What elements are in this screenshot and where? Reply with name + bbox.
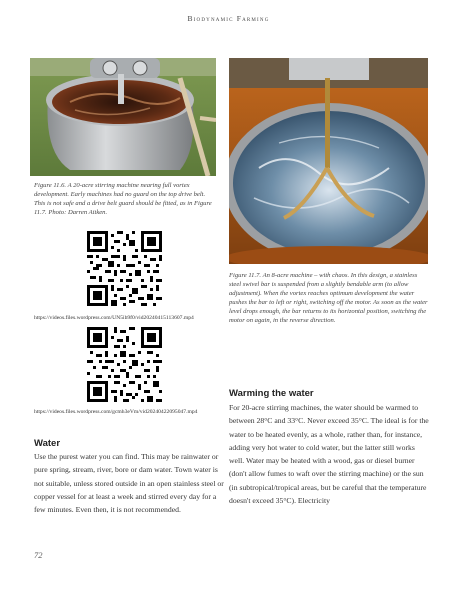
qr-code-1-url: https://videos.files.wordpress.com/UN5ib9f0/vid20240415113607.mp4: [34, 315, 194, 321]
eight-acre-machine-photo: [229, 58, 428, 264]
qr-code-1: [87, 231, 162, 306]
section-heading-water: Water: [34, 438, 61, 449]
figure-11-6-caption: Figure 11.6. A 20-acre stirring machine nearing full vortex development. Early machines had no guard on the top drive belt. This is not safe and a drive belt guard should be fitted, as in Figure 11.7. Photo: Darren Aitken.: [34, 182, 212, 216]
water-paragraph: Use the purest water you can find. This may be rainwater or pure spring, stream, river, bore or dam water. Town water is not suitable, unless stored outside in an open stainless steel or copper vessel for at least a week and stirred every day for a few minutes. Even then, it is not recommended.: [34, 452, 224, 515]
figure-11-7-caption: Figure 11.7. An 8-acre machine – with chaos. In this design, a stainless steel swivel bar is suspended from a slightly bendable arm (to allow adjustment). When the vortex reaches optimum development the water pushes the bar to left or right, switching off the motor. As soon as the water level drops enough, the bar returns to its horizontal position, switching the motor on again, in the reverse direction.: [229, 272, 428, 324]
qr-code-2-url: https://videos.files.wordpress.com/gcmh3eVm/vid20240422095047.mp4: [34, 409, 198, 415]
section-heading-warming: Warming the water: [229, 388, 314, 399]
running-header: Biodynamic Farming: [187, 14, 270, 23]
page-number: 72: [34, 550, 43, 560]
qr-code-2: [87, 327, 162, 402]
stirring-machine-photo: [30, 58, 216, 176]
warming-paragraph: For 20-acre stirring machines, the water should be warmed to between 28°C and 33°C. Never exceed 35°C. The ideal is for the water to be heated evenly, as a whole, rather than, for instance, adding very hot water to cold water, but the latter still works well. Water may be heated with a wood, gas or diesel burner (don't allow fumes to waft over the stirring machine) or the sun (in subtropical/tropical areas, but be careful that the temperature doesn't exceed 35°C). Electricity: [229, 403, 429, 506]
